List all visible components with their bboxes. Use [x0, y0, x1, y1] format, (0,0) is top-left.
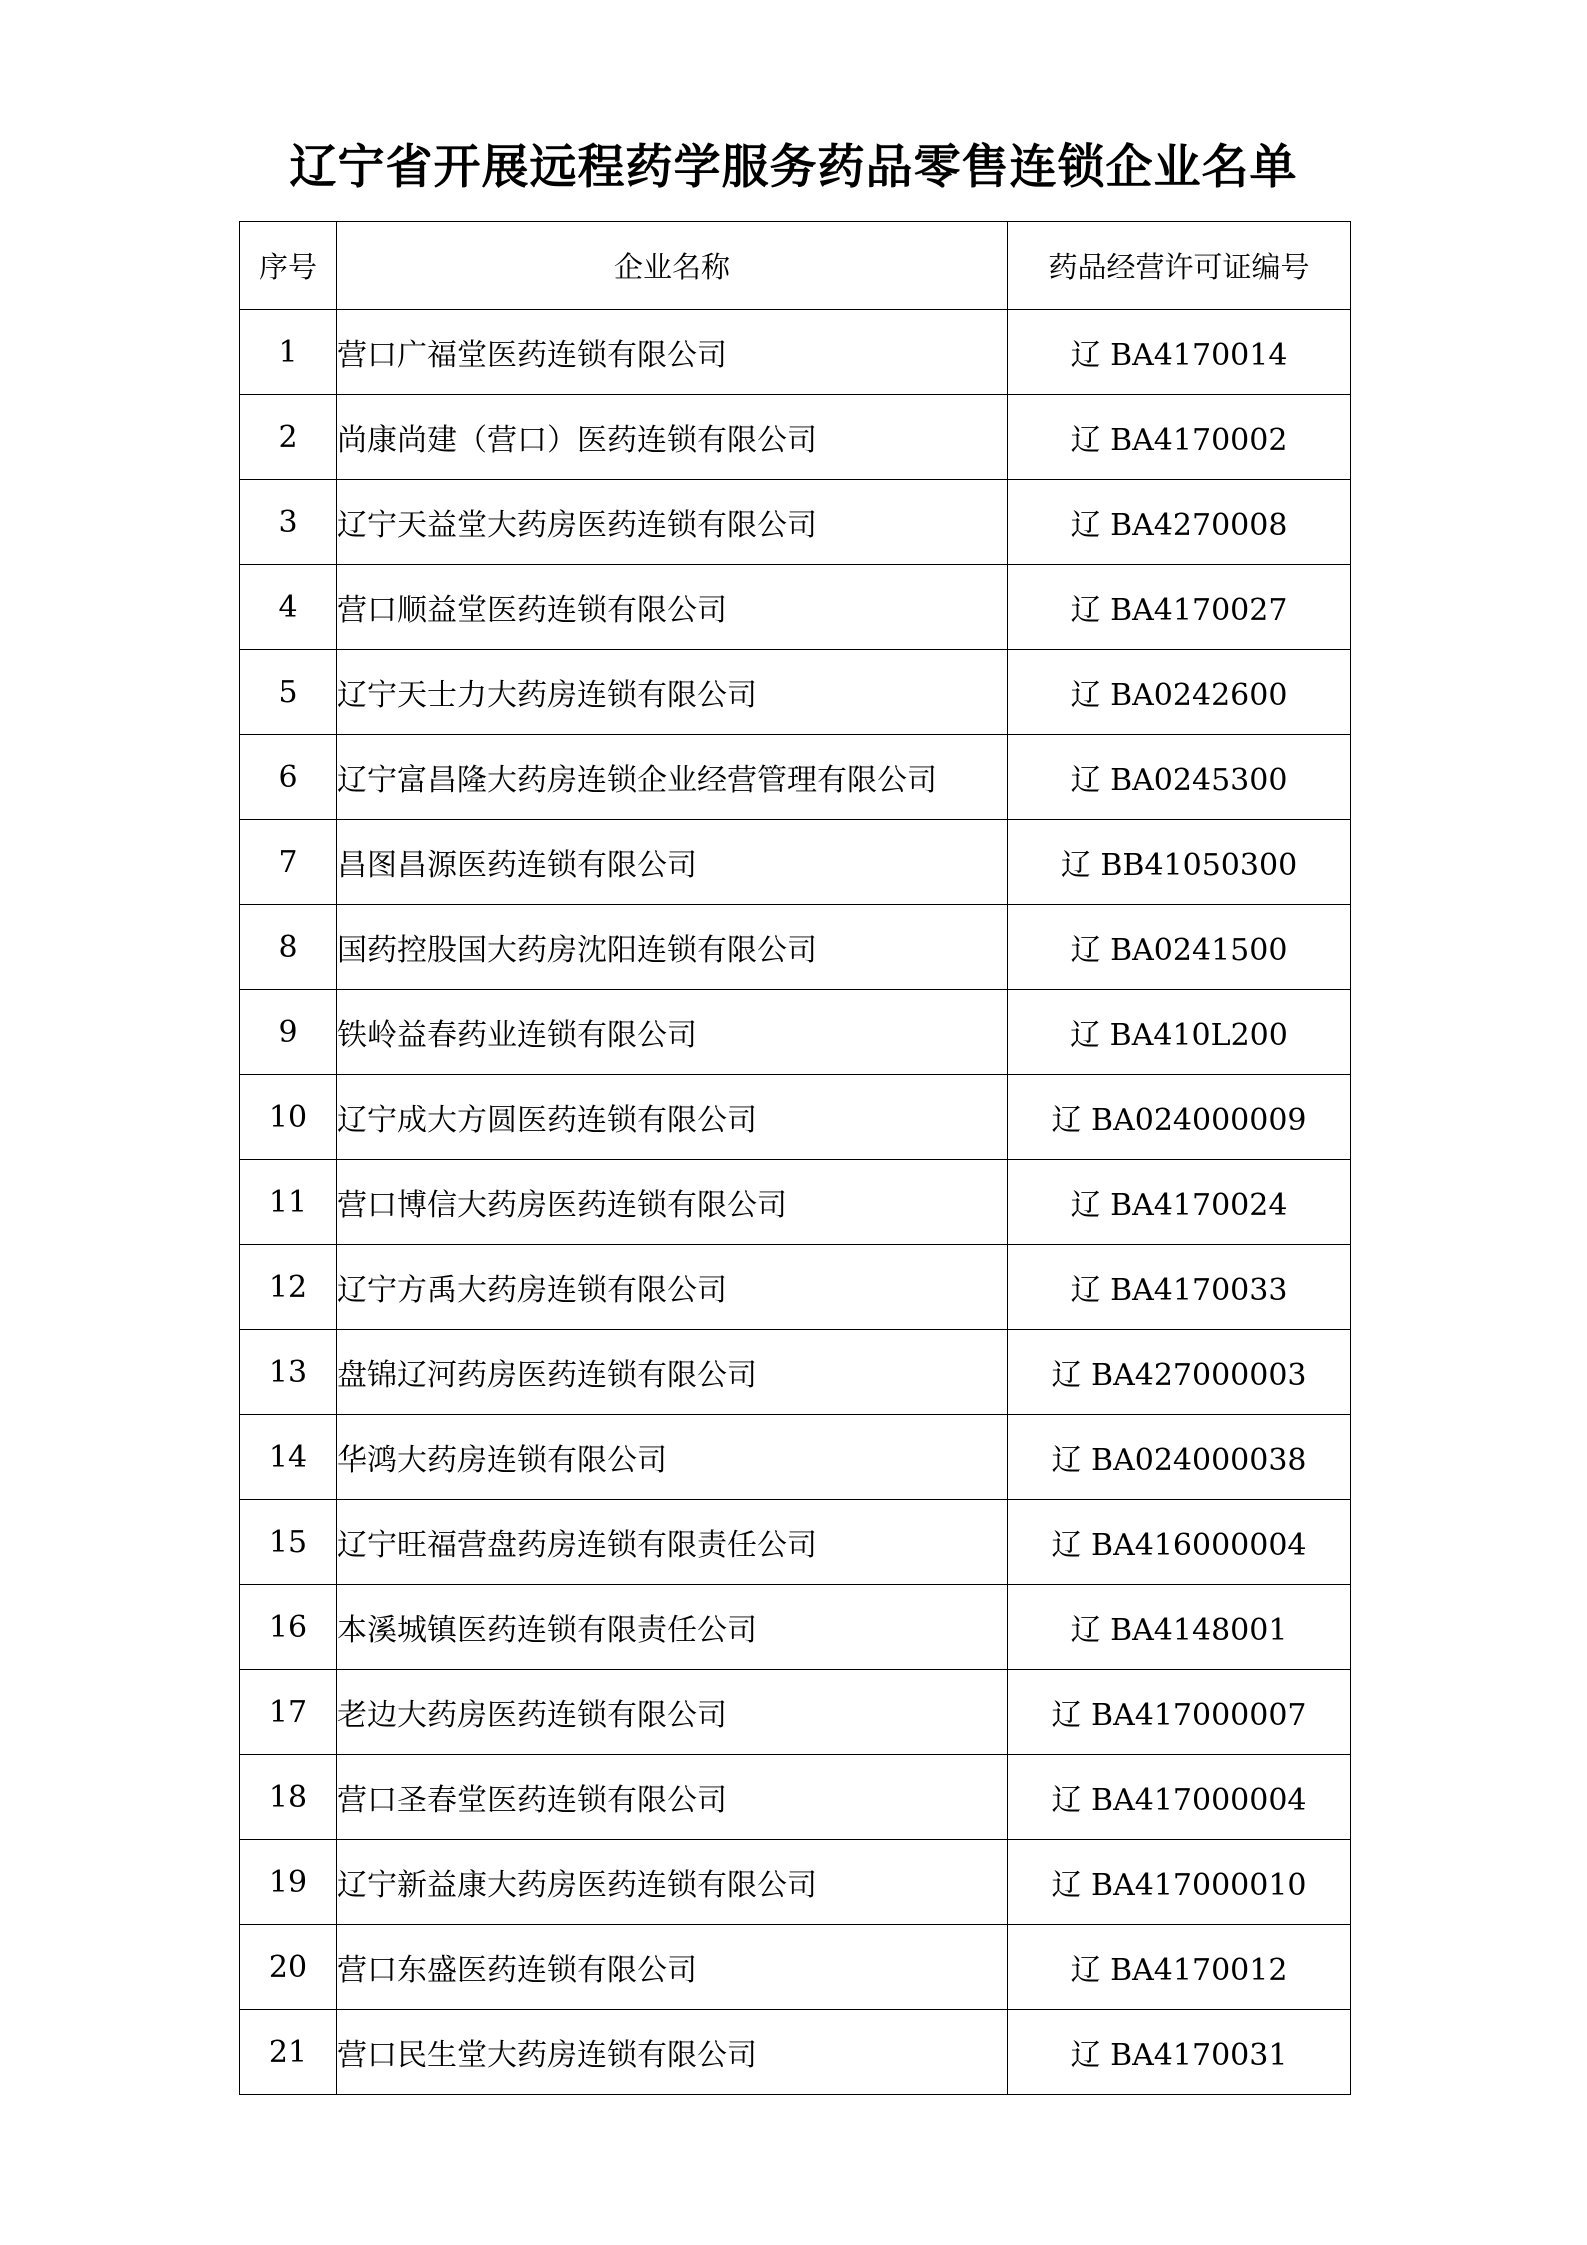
- table-row: [240, 1670, 1351, 1755]
- cell-seq: 6: [240, 735, 337, 820]
- cell-license-number: 辽 BB41050300: [1008, 820, 1351, 905]
- page-title: 辽宁省开展远程药学服务药品零售连锁企业名单: [289, 140, 1298, 195]
- cell-seq: 12: [240, 1245, 337, 1330]
- cell-seq: 11: [240, 1160, 337, 1245]
- cell-license-number: 辽 BA4170027: [1008, 565, 1351, 650]
- cell-seq: 19: [240, 1840, 337, 1925]
- enterprise-table: [239, 221, 1351, 2095]
- cell-license-number: 辽 BA0241500: [1008, 905, 1351, 990]
- cell-seq: 10: [240, 1075, 337, 1160]
- cell-license-number: 辽 BA4170024: [1008, 1160, 1351, 1245]
- table-row: [240, 1075, 1351, 1160]
- cell-seq: 16: [240, 1585, 337, 1670]
- cell-seq: 4: [240, 565, 337, 650]
- cell-license-number: 辽 BA0242600: [1008, 650, 1351, 735]
- table-row: [240, 1330, 1351, 1415]
- cell-license-number: 辽 BA417000004: [1008, 1755, 1351, 1840]
- header-enterprise-name: 企业名称: [337, 222, 1008, 310]
- cell-license-number: 辽 BA410L200: [1008, 990, 1351, 1075]
- header-seq: 序号: [240, 222, 337, 310]
- cell-enterprise-name: 辽宁天士力大药房连锁有限公司: [337, 650, 1008, 735]
- table-row: [240, 1925, 1351, 2010]
- cell-enterprise-name: 营口东盛医药连锁有限公司: [337, 1925, 1008, 2010]
- cell-enterprise-name: 华鸿大药房连锁有限公司: [337, 1415, 1008, 1500]
- cell-license-number: 辽 BA4170014: [1008, 310, 1351, 395]
- table-header-row: [240, 222, 1351, 310]
- cell-seq: 7: [240, 820, 337, 905]
- cell-enterprise-name: 本溪城镇医药连锁有限责任公司: [337, 1585, 1008, 1670]
- table-row: [240, 2010, 1351, 2095]
- cell-license-number: 辽 BA4170002: [1008, 395, 1351, 480]
- cell-enterprise-name: 营口顺益堂医药连锁有限公司: [337, 565, 1008, 650]
- cell-enterprise-name: 辽宁新益康大药房医药连锁有限公司: [337, 1840, 1008, 1925]
- table-row: [240, 650, 1351, 735]
- table-row: [240, 990, 1351, 1075]
- table-row: [240, 1585, 1351, 1670]
- cell-license-number: 辽 BA4148001: [1008, 1585, 1351, 1670]
- cell-enterprise-name: 老边大药房医药连锁有限公司: [337, 1670, 1008, 1755]
- cell-enterprise-name: 尚康尚建（营口）医药连锁有限公司: [337, 395, 1008, 480]
- cell-license-number: 辽 BA427000003: [1008, 1330, 1351, 1415]
- cell-seq: 8: [240, 905, 337, 990]
- table-row: [240, 820, 1351, 905]
- cell-license-number: 辽 BA4170012: [1008, 1925, 1351, 2010]
- cell-license-number: 辽 BA417000010: [1008, 1840, 1351, 1925]
- table-row: [240, 310, 1351, 395]
- table-row: [240, 1500, 1351, 1585]
- cell-enterprise-name: 辽宁成大方圆医药连锁有限公司: [337, 1075, 1008, 1160]
- cell-seq: 2: [240, 395, 337, 480]
- cell-enterprise-name: 辽宁天益堂大药房医药连锁有限公司: [337, 480, 1008, 565]
- cell-enterprise-name: 国药控股国大药房沈阳连锁有限公司: [337, 905, 1008, 990]
- cell-seq: 1: [240, 310, 337, 395]
- table-row: [240, 1245, 1351, 1330]
- cell-seq: 20: [240, 1925, 337, 2010]
- cell-enterprise-name: 营口圣春堂医药连锁有限公司: [337, 1755, 1008, 1840]
- table-row: [240, 1415, 1351, 1500]
- cell-seq: 15: [240, 1500, 337, 1585]
- cell-seq: 18: [240, 1755, 337, 1840]
- cell-license-number: 辽 BA417000007: [1008, 1670, 1351, 1755]
- cell-seq: 17: [240, 1670, 337, 1755]
- cell-license-number: 辽 BA4270008: [1008, 480, 1351, 565]
- cell-seq: 14: [240, 1415, 337, 1500]
- table-row: [240, 480, 1351, 565]
- cell-enterprise-name: 营口民生堂大药房连锁有限公司: [337, 2010, 1008, 2095]
- cell-enterprise-name: 昌图昌源医药连锁有限公司: [337, 820, 1008, 905]
- cell-enterprise-name: 辽宁方禹大药房连锁有限公司: [337, 1245, 1008, 1330]
- cell-license-number: 辽 BA024000009: [1008, 1075, 1351, 1160]
- table-row: [240, 565, 1351, 650]
- cell-license-number: 辽 BA024000038: [1008, 1415, 1351, 1500]
- cell-enterprise-name: 营口广福堂医药连锁有限公司: [337, 310, 1008, 395]
- cell-license-number: 辽 BA0245300: [1008, 735, 1351, 820]
- table-row: [240, 1160, 1351, 1245]
- cell-license-number: 辽 BA4170033: [1008, 1245, 1351, 1330]
- cell-enterprise-name: 辽宁富昌隆大药房连锁企业经营管理有限公司: [337, 735, 1008, 820]
- cell-enterprise-name: 铁岭益春药业连锁有限公司: [337, 990, 1008, 1075]
- table-row: [240, 1840, 1351, 1925]
- table-row: [240, 735, 1351, 820]
- cell-enterprise-name: 辽宁旺福营盘药房连锁有限责任公司: [337, 1500, 1008, 1585]
- header-license-number: 药品经营许可证编号: [1008, 222, 1351, 310]
- cell-seq: 5: [240, 650, 337, 735]
- table-row: [240, 905, 1351, 990]
- cell-seq: 3: [240, 480, 337, 565]
- cell-enterprise-name: 营口博信大药房医药连锁有限公司: [337, 1160, 1008, 1245]
- table-row: [240, 395, 1351, 480]
- cell-seq: 13: [240, 1330, 337, 1415]
- cell-seq: 9: [240, 990, 337, 1075]
- cell-license-number: 辽 BA4170031: [1008, 2010, 1351, 2095]
- cell-enterprise-name: 盘锦辽河药房医药连锁有限公司: [337, 1330, 1008, 1415]
- cell-license-number: 辽 BA416000004: [1008, 1500, 1351, 1585]
- cell-seq: 21: [240, 2010, 337, 2095]
- table-row: [240, 1755, 1351, 1840]
